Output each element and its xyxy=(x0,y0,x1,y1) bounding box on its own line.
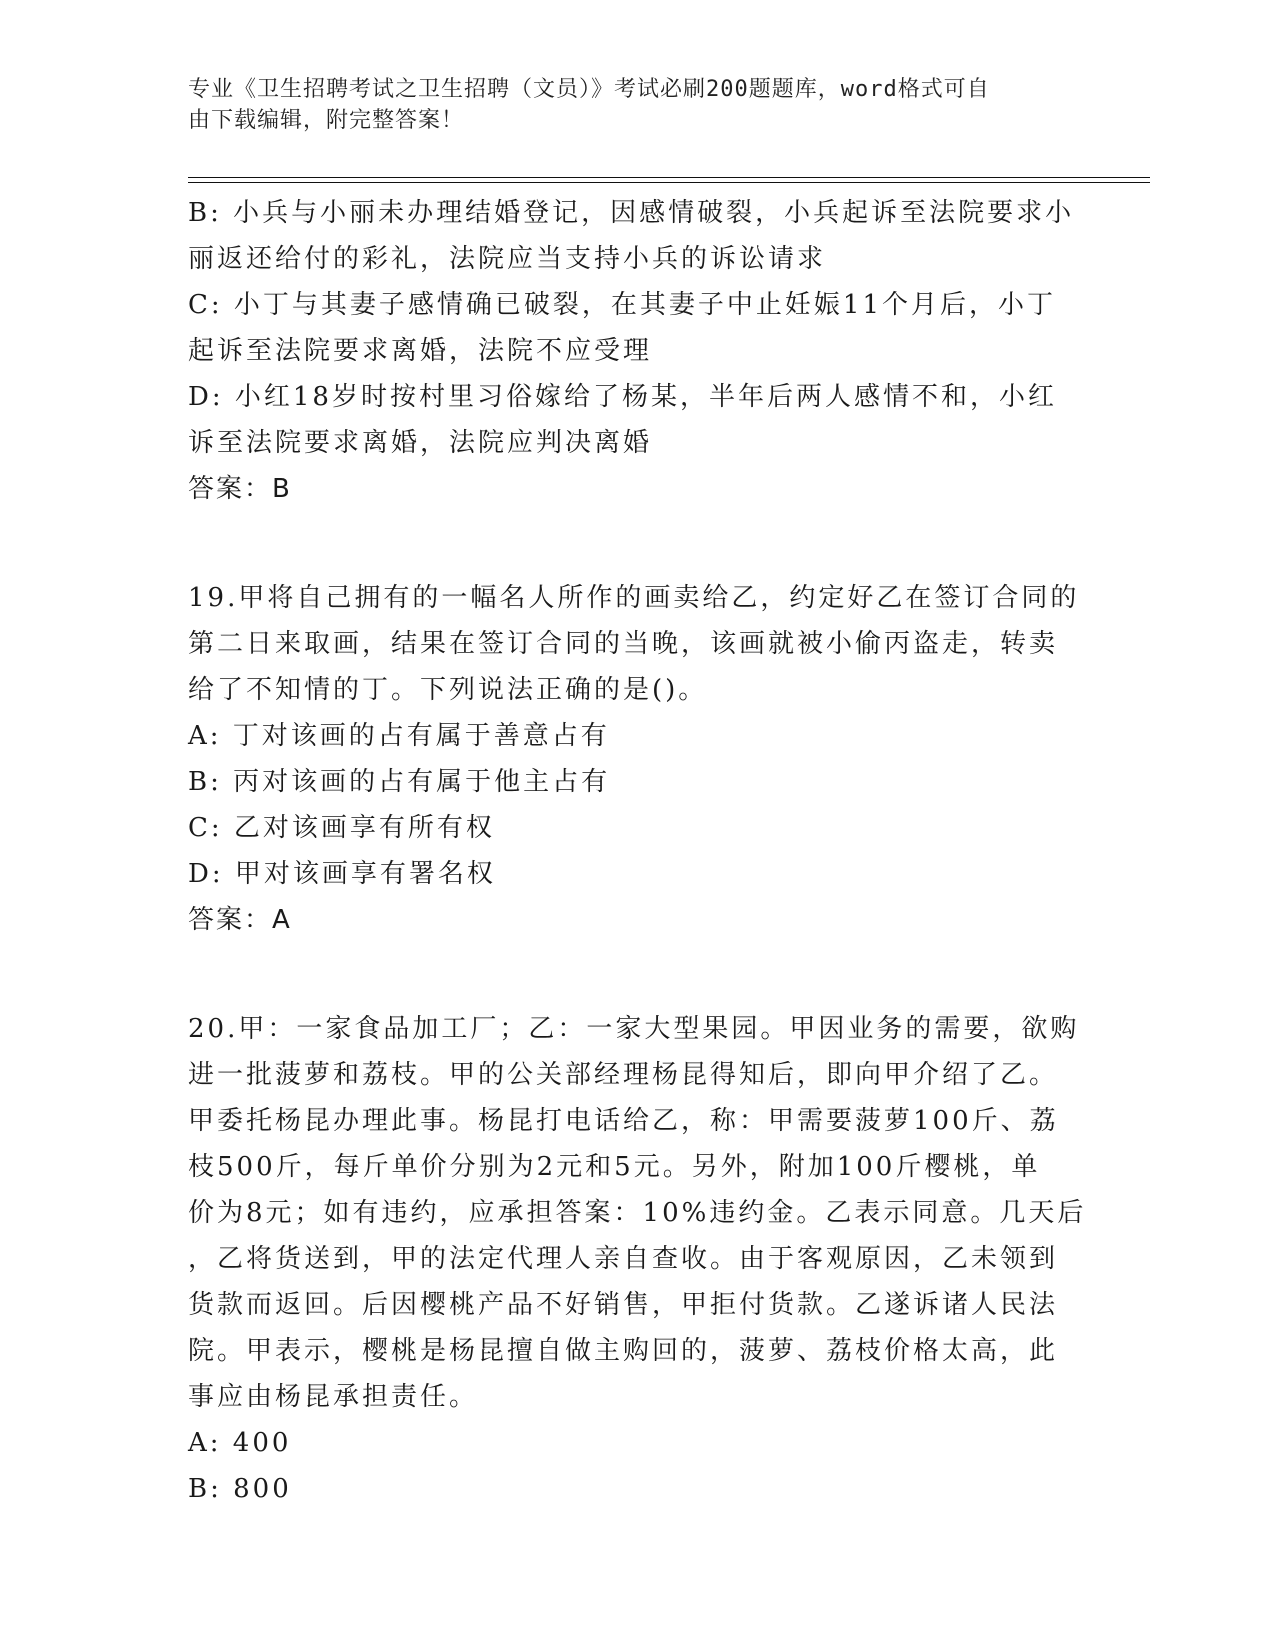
option-b-line: 丽返还给付的彩礼，法院应当支持小兵的诉讼请求 xyxy=(188,244,827,274)
option-a-line: A: 400 xyxy=(188,1428,292,1458)
header-rule-bottom xyxy=(188,182,1150,183)
answer-line: 答案：A xyxy=(188,905,292,935)
question-stem-line: 进一批菠萝和荔枝。甲的公关部经理杨昆得知后，即向甲介绍了乙。 xyxy=(188,1060,1059,1090)
question-19 xyxy=(188,575,1088,943)
option-d-line: 诉至法院要求离婚，法院应判决离婚 xyxy=(188,428,653,458)
question-stem-line: 货款而返回。后因樱桃产品不好销售，甲拒付货款。乙遂诉诸人民法 xyxy=(188,1290,1059,1320)
question-stem-line: 事应由杨昆承担责任。 xyxy=(188,1382,479,1412)
header-rule-top xyxy=(188,177,1150,178)
option-b-line: B: 小兵与小丽未办理结婚登记，因感情破裂，小兵起诉至法院要求小 xyxy=(188,198,1075,228)
option-d-line: D: 小红18岁时按村里习俗嫁给了杨某，半年后两人感情不和，小红 xyxy=(188,382,1057,412)
spacer xyxy=(188,943,1088,1006)
question-stem-line: ，乙将货送到，甲的法定代理人亲自查收。由于客观原因，乙未领到 xyxy=(188,1244,1059,1274)
header-line-1: 专业《卫生招聘考试之卫生招聘（文员）》考试必刷200题题库，word格式可自 xyxy=(188,77,990,102)
option-c-line: C: 乙对该画享有所有权 xyxy=(188,813,495,843)
question-stem-line: 20.甲：一家食品加工厂；乙：一家大型果园。甲因业务的需要，欲购 xyxy=(188,1014,1080,1044)
answer-line: 答案：B xyxy=(188,474,292,504)
spacer xyxy=(188,512,1088,575)
question-stem-line: 枝500斤，每斤单价分别为2元和5元。另外，附加100斤樱桃，单 xyxy=(188,1152,1041,1182)
option-c-line: C: 小丁与其妻子感情确已破裂，在其妻子中止妊娠11个月后，小丁 xyxy=(188,290,1057,320)
option-b-line: B: 丙对该画的占有属于他主占有 xyxy=(188,767,611,797)
question-stem-line: 甲委托杨昆办理此事。杨昆打电话给乙，称：甲需要菠萝100斤、荔 xyxy=(188,1106,1059,1136)
document-header xyxy=(188,74,1068,136)
question-stem-line: 19.甲将自己拥有的一幅名人所作的画卖给乙，约定好乙在签订合同的 xyxy=(188,583,1080,613)
question-stem-line: 院。甲表示，樱桃是杨昆擅自做主购回的，菠萝、荔枝价格太高，此 xyxy=(188,1336,1059,1366)
question-stem-line: 价为8元；如有违约，应承担答案：10%违约金。乙表示同意。几天后 xyxy=(188,1198,1087,1228)
question-stem-line: 给了不知情的丁。下列说法正确的是()。 xyxy=(188,675,708,705)
question-stem-line: 第二日来取画，结果在签订合同的当晚，该画就被小偷丙盗走，转卖 xyxy=(188,629,1059,659)
header-line-2: 由下载编辑，附完整答案！ xyxy=(188,108,465,133)
document-body xyxy=(188,190,1088,1512)
question-18-tail xyxy=(188,190,1088,512)
option-d-line: D: 甲对该画享有署名权 xyxy=(188,859,496,889)
option-b-line: B: 800 xyxy=(188,1474,292,1504)
option-a-line: A: 丁对该画的占有属于善意占有 xyxy=(188,721,610,751)
option-c-line: 起诉至法院要求离婚，法院不应受理 xyxy=(188,336,653,366)
question-20 xyxy=(188,1006,1088,1512)
